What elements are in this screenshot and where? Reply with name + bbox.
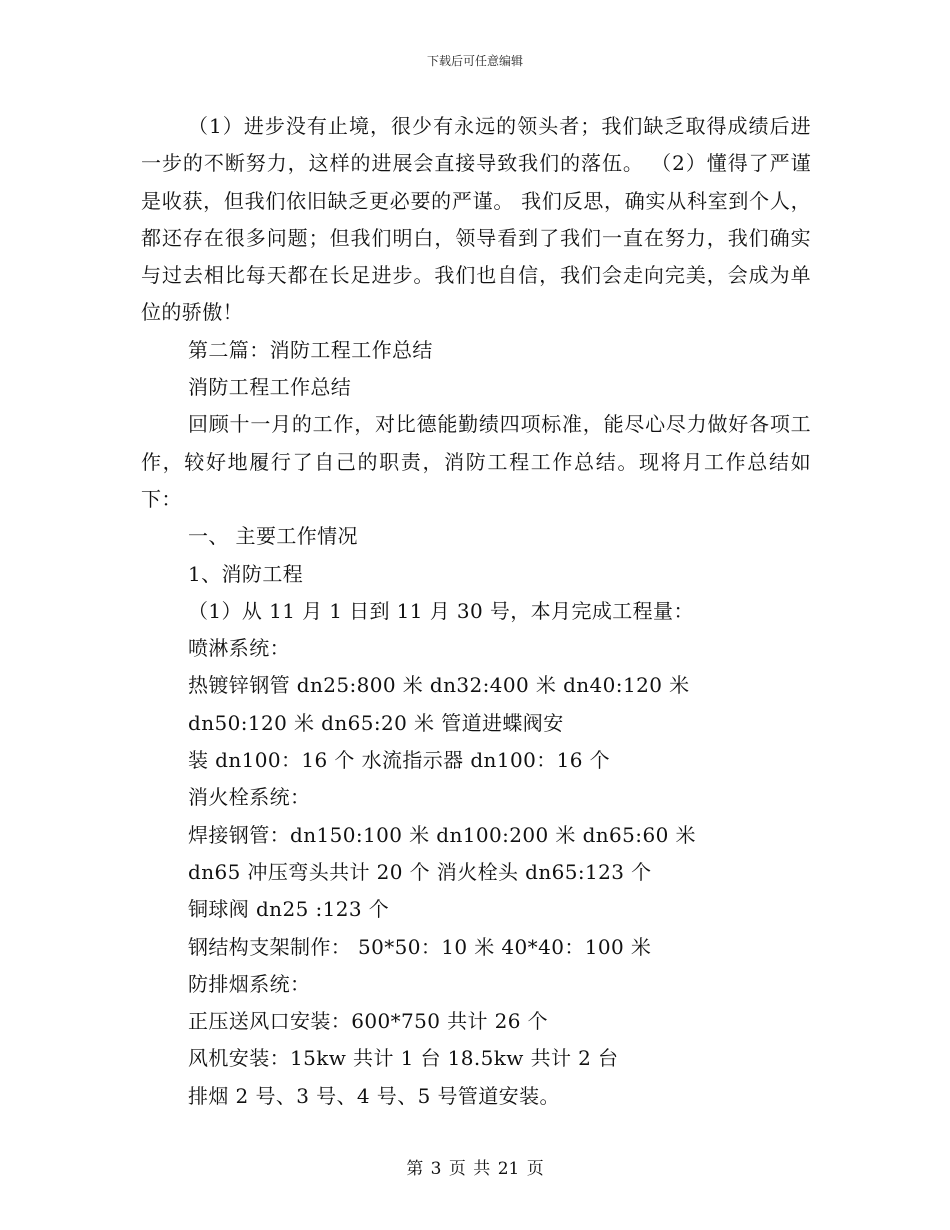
- paragraph-reflection: （1）进步没有止境，很少有永远的领头者；我们缺乏取得成绩后进一步的不断努力，这样的进展会直接导致我们的落伍。 （2）懂得了严谨是收获，但我们依旧缺乏更必要的严谨。 我们反思，确实从科室到个人，都还存在很多问题；但我们明白，领导看到了我们一直在努力，我们确实与过去相比每天都在长足进步。我们也自信，我们会走向完美，会成为单位的骄傲！: [141, 114, 811, 325]
- work-line: 装 dn100：16 个 水流指示器 dn100：16 个: [188, 748, 611, 773]
- work-line: 铜球阀 dn25 :123 个: [188, 897, 390, 922]
- work-line: 热镀锌钢管 dn25:800 米 dn32:400 米 dn40:120 米: [188, 673, 690, 698]
- work-line: 风机安装：15kw 共计 1 台 18.5kw 共计 2 台: [188, 1046, 619, 1071]
- work-line: （1）从 11 月 1 日到 11 月 30 号，本月完成工程量：: [188, 598, 694, 623]
- work-line: 焊接钢管：dn150:100 米 dn100:200 米 dn65:60 米: [188, 822, 696, 847]
- work-line: 消火栓系统：: [188, 785, 311, 810]
- work-line: 喷淋系统：: [188, 636, 290, 661]
- work-line: dn65 冲压弯头共计 20 个 消火栓头 dn65:123 个: [188, 859, 652, 884]
- work-line: 正压送风口安装：600*750 共计 26 个: [188, 1009, 549, 1034]
- page-header: 下载后可任意编辑: [426, 54, 523, 68]
- heading-fire-engineering: 1、消防工程: [188, 561, 304, 586]
- document-subtitle: 消防工程工作总结: [188, 375, 352, 400]
- work-line: dn50:120 米 dn65:20 米 管道进蝶阀安: [188, 710, 564, 735]
- heading-main-work: 一、 主要工作情况: [188, 524, 358, 549]
- work-line: 排烟 2 号、3 号、4 号、5 号管道安装。: [188, 1083, 560, 1108]
- work-line: 钢结构支架制作： 50*50：10 米 40*40：100 米: [188, 934, 652, 959]
- work-line: 防排烟系统：: [188, 971, 311, 996]
- document-body: [141, 108, 811, 1115]
- paragraph-intro: 回顾十一月的工作，对比德能勤绩四项标准，能尽心尽力做好各项工作，较好地履行了自己的职责，消防工程工作总结。现将月工作总结如下：: [141, 412, 811, 511]
- section-title: 第二篇：消防工程工作总结: [188, 337, 433, 362]
- page-number: 第 3 页 共 21 页: [406, 1159, 544, 1179]
